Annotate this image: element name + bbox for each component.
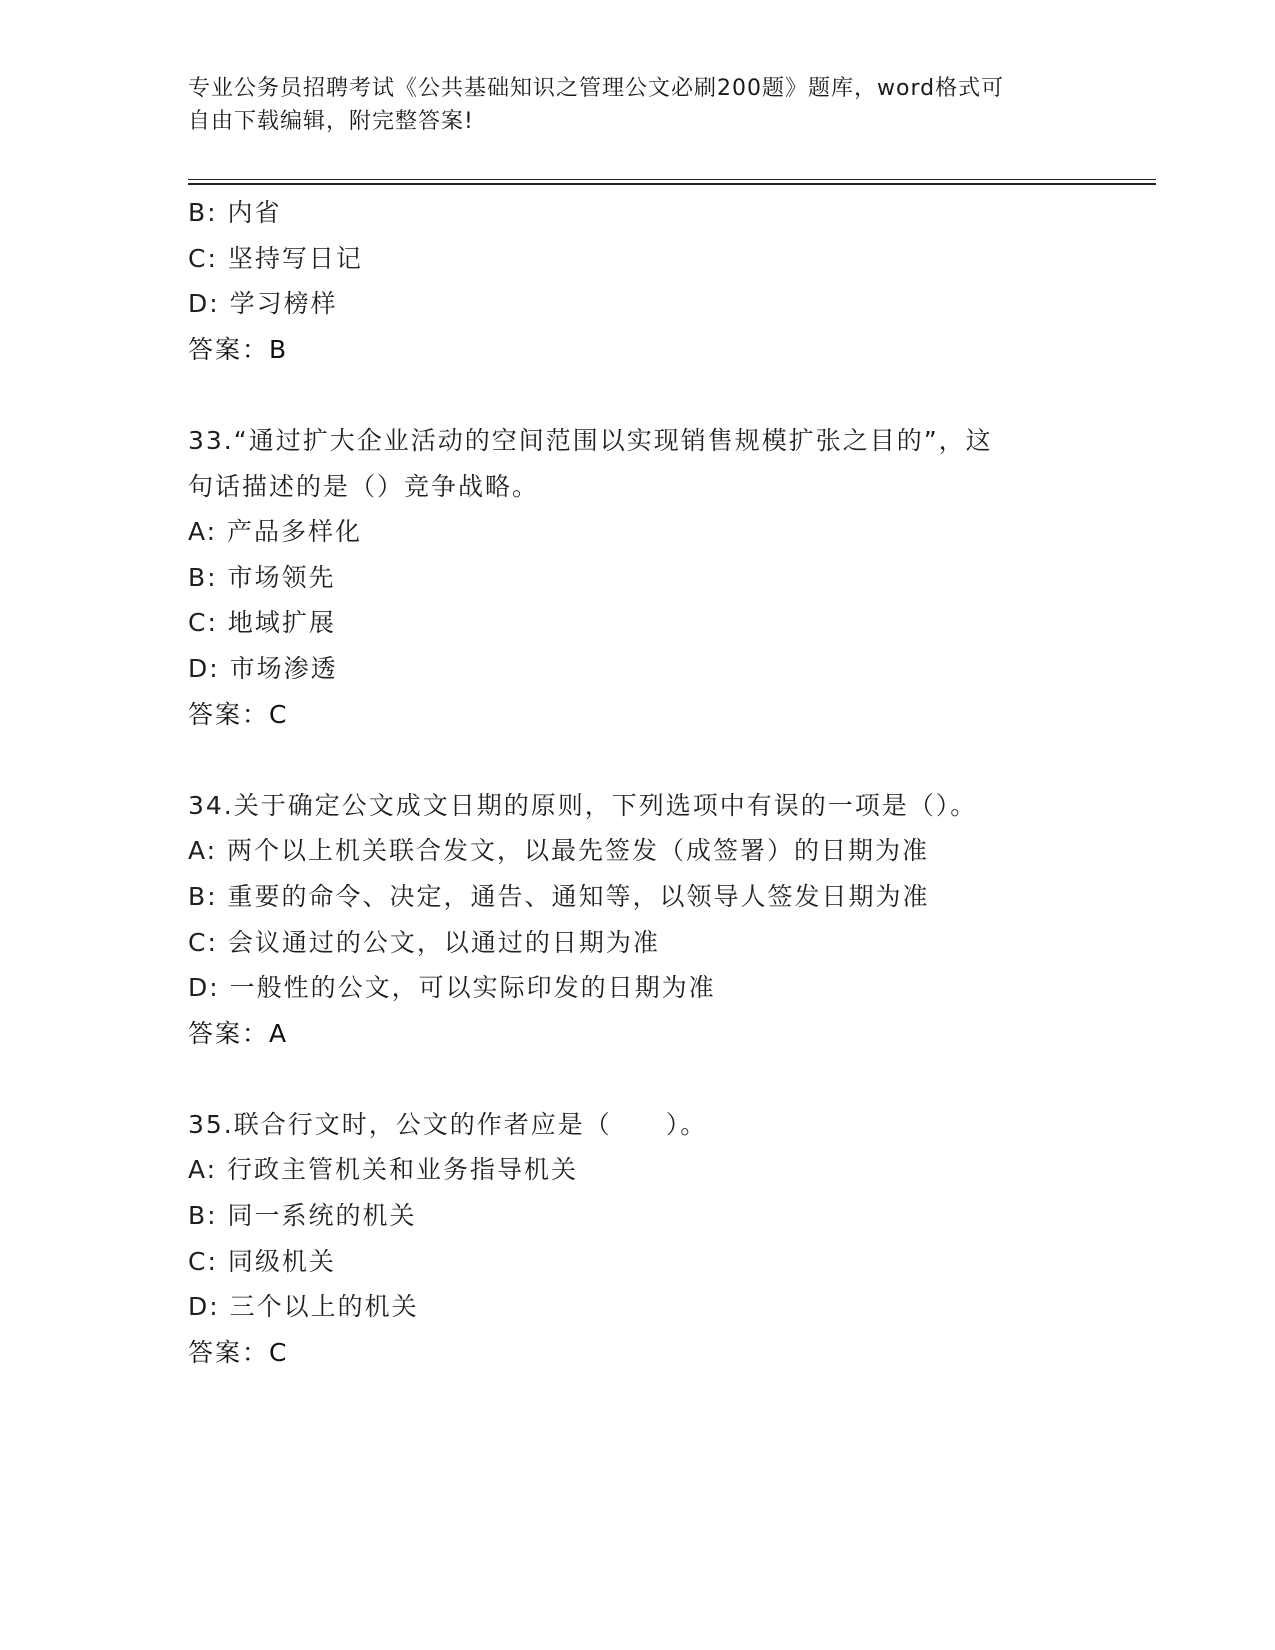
answer-line: 答案：C: [188, 1337, 289, 1367]
answer-line: 答案：B: [188, 334, 289, 364]
option-text: 会议通过的公文，以通过的日期为准: [227, 927, 660, 957]
option-label: D:: [188, 1292, 220, 1322]
option-label: B:: [188, 881, 218, 911]
header-rule-thick: [188, 183, 1156, 185]
option-b: [188, 1193, 1148, 1239]
option-a: [188, 828, 1148, 874]
question-34-block: [188, 783, 1148, 1057]
option-b: [188, 190, 1148, 236]
option-c: [188, 920, 1148, 966]
option-label: D:: [188, 289, 220, 319]
option-label: B:: [188, 1201, 218, 1231]
option-label: B:: [188, 562, 218, 592]
option-text: 市场领先: [227, 562, 336, 592]
header-title-line-2: 自由下载编辑，附完整答案!: [188, 109, 474, 134]
question-text-line-1: 34.关于确定公文成文日期的原则，下列选项中有误的一项是（）。: [188, 790, 978, 820]
option-text: 同级机关: [227, 1246, 336, 1276]
option-text: 一般性的公文，可以实际印发的日期为准: [229, 973, 716, 1003]
answer-line: 答案：C: [188, 699, 289, 729]
question-text-line-1: 35.联合行文时，公文的作者应是（ ）。: [188, 1109, 708, 1139]
option-text: 市场渗透: [229, 653, 338, 683]
option-a: [188, 509, 1148, 555]
option-label: D:: [188, 973, 220, 1003]
question-33-block: [188, 418, 1148, 737]
option-b: [188, 874, 1148, 920]
option-label: A:: [188, 1155, 218, 1185]
option-label: C:: [188, 243, 218, 273]
option-c: [188, 236, 1148, 282]
option-d: [188, 281, 1148, 327]
option-text: 内省: [227, 198, 282, 227]
option-text: 产品多样化: [227, 517, 363, 547]
option-text: 学习榜样: [229, 289, 338, 319]
header-rule-thin: [188, 179, 1156, 180]
header-title-line-1: 专业公务员招聘考试《公共基础知识之管理公文必刷200题》题库，word格式可: [188, 76, 1005, 101]
question-35-block: [188, 1102, 1148, 1376]
option-label: C:: [188, 927, 218, 957]
option-text: 三个以上的机关: [229, 1292, 419, 1322]
option-d: [188, 1284, 1148, 1330]
option-d: [188, 965, 1148, 1011]
prev-question-block: [188, 190, 1148, 372]
option-label: A:: [188, 836, 218, 866]
option-text: 地域扩展: [227, 608, 336, 638]
option-c: [188, 1239, 1148, 1285]
spacer: [188, 372, 1148, 418]
spacer: [188, 1056, 1148, 1102]
option-text: 坚持写日记: [227, 243, 363, 273]
option-d: [188, 646, 1148, 692]
option-c: [188, 600, 1148, 646]
question-text-line-2: 句话描述的是（）竞争战略。: [188, 471, 540, 501]
document-header: [188, 72, 1088, 138]
option-label: A:: [188, 517, 218, 547]
option-label: C:: [188, 1246, 218, 1276]
document-body: [188, 190, 1148, 1375]
option-text: 同一系统的机关: [227, 1201, 417, 1231]
option-a: [188, 1147, 1148, 1193]
answer-line: 答案：A: [188, 1018, 289, 1048]
option-label: B:: [188, 198, 218, 227]
option-label: D:: [188, 653, 220, 683]
question-text-line-1: 33.“通过扩大企业活动的空间范围以实现销售规模扩张之目的”，这: [188, 425, 993, 455]
spacer: [188, 737, 1148, 783]
option-b: [188, 555, 1148, 601]
option-text: 重要的命令、决定，通告、通知等，以领导人签发日期为准: [227, 881, 930, 911]
option-text: 两个以上机关联合发文，以最先签发（成签署）的日期为准: [227, 836, 930, 866]
option-label: C:: [188, 608, 218, 638]
option-text: 行政主管机关和业务指导机关: [227, 1155, 579, 1185]
